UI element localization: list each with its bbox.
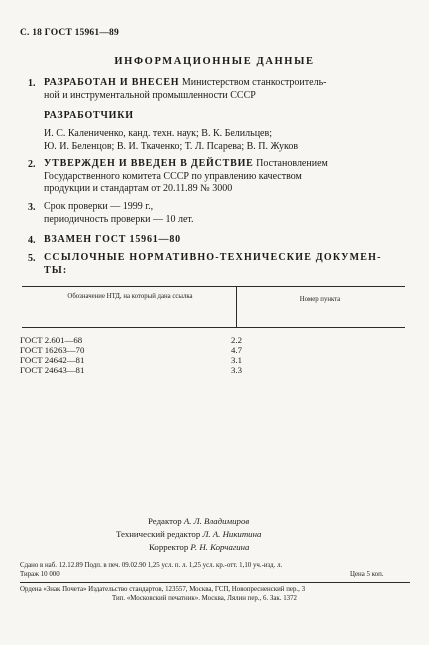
tech-editor-credit <box>116 528 261 541</box>
editor-label: Редактор <box>148 516 182 526</box>
item2-text-c: продукции и стандартам от 20.11.89 № 3000 <box>44 183 233 194</box>
table-cell-clause: 4.7 <box>231 345 242 355</box>
item1-subheading: РАЗРАБОТЧИКИ <box>44 110 134 121</box>
tech-editor-label: Технический редактор <box>116 529 201 539</box>
item3-line-a: Срок проверки — 1999 г., <box>44 201 154 212</box>
imprint-publisher: Ордена «Знак Почета» Издательство стандартов, 123557, Москва, ГСП, Новопресненский пер., 3 <box>20 586 306 593</box>
page-title: ИНФОРМАЦИОННЫЕ ДАННЫЕ <box>114 56 315 67</box>
item5-heading-b: ТЫ: <box>44 265 68 276</box>
corrector-label: Корректор <box>149 542 189 552</box>
editor-credit <box>148 515 249 528</box>
table-header-clause: Номер пункта <box>299 296 341 303</box>
table-row <box>20 366 84 376</box>
item1-authors-a: И. С. Калениченко, канд. техн. наук; В. К. Белильцев; <box>44 128 272 139</box>
imprint-rule <box>20 582 410 583</box>
table-cell-document: ГОСТ 16263—70 <box>20 345 85 355</box>
item3-line-b: периодичность проверки — 10 лет. <box>44 214 194 225</box>
corrector-credit <box>149 541 249 554</box>
table-cell-document: ГОСТ 24643—81 <box>20 365 85 375</box>
item1-heading: РАЗРАБОТАН И ВНЕСЕН <box>44 77 180 88</box>
table-cell-clause: 3.1 <box>231 355 242 365</box>
item2-text-b: Государственного комитета СССР по управлению качеством <box>44 171 302 182</box>
item1-authors-b: Ю. И. Беленцов; В. И. Ткаченко; Т. Л. Псарева; В. П. Жуков <box>44 141 299 152</box>
table-cell-document: ГОСТ 2.601—68 <box>20 335 83 345</box>
item2-heading: УТВЕРЖДЕН И ВВЕДЕН В ДЕЙСТВИЕ <box>44 158 254 169</box>
item4-number: 4. <box>28 235 36 246</box>
item2-line-a <box>44 158 328 170</box>
imprint-print-details: Сдано в наб. 12.12.89 Подп. в печ. 09.02.90 1,25 усл. п. л. 1,25 усл. кр.-отт. 1,10 уч.-изд. л. <box>20 562 283 569</box>
editor-name: А. Л. Владимиров <box>183 516 250 526</box>
corrector-name: Р. Н. Корчагина <box>190 542 250 552</box>
table-cell-clause: 3.3 <box>231 365 242 375</box>
item5-heading-a: ССЫЛОЧНЫЕ НОРМАТИВНО-ТЕХНИЧЕСКИЕ ДОКУМЕН- <box>44 252 382 263</box>
table-column-divider <box>236 286 237 327</box>
table-cell-document: ГОСТ 24642—81 <box>20 355 85 365</box>
item1-number: 1. <box>28 78 36 89</box>
item2-text-a: Постановлением <box>256 158 328 169</box>
table-header-rule <box>22 327 405 328</box>
item4-text: ВЗАМЕН ГОСТ 15961—80 <box>44 234 181 245</box>
item5-number: 5. <box>28 253 36 264</box>
imprint-price: Цена 5 коп. <box>350 571 384 578</box>
item1-text-b: ной и инструментальной промышленности СССР <box>44 90 256 101</box>
tech-editor-name: Л. А. Никитина <box>202 529 262 539</box>
item1-line-a <box>44 77 326 89</box>
imprint-printer: Тип. «Московский печатник». Москва, Лялин пер., 6. Зак. 1372 <box>112 595 297 602</box>
item2-number: 2. <box>28 159 36 170</box>
table-header-document: Обозначение НТД, на который дана ссылка <box>67 293 193 300</box>
imprint-run: Тираж 10 000 <box>20 571 60 578</box>
table-top-rule <box>22 286 405 287</box>
page-header: С. 18 ГОСТ 15961—89 <box>20 28 119 38</box>
item1-text-a: Министерством станкостроитель- <box>181 77 327 88</box>
table-cell-clause: 2.2 <box>231 335 242 345</box>
item3-number: 3. <box>28 202 36 213</box>
